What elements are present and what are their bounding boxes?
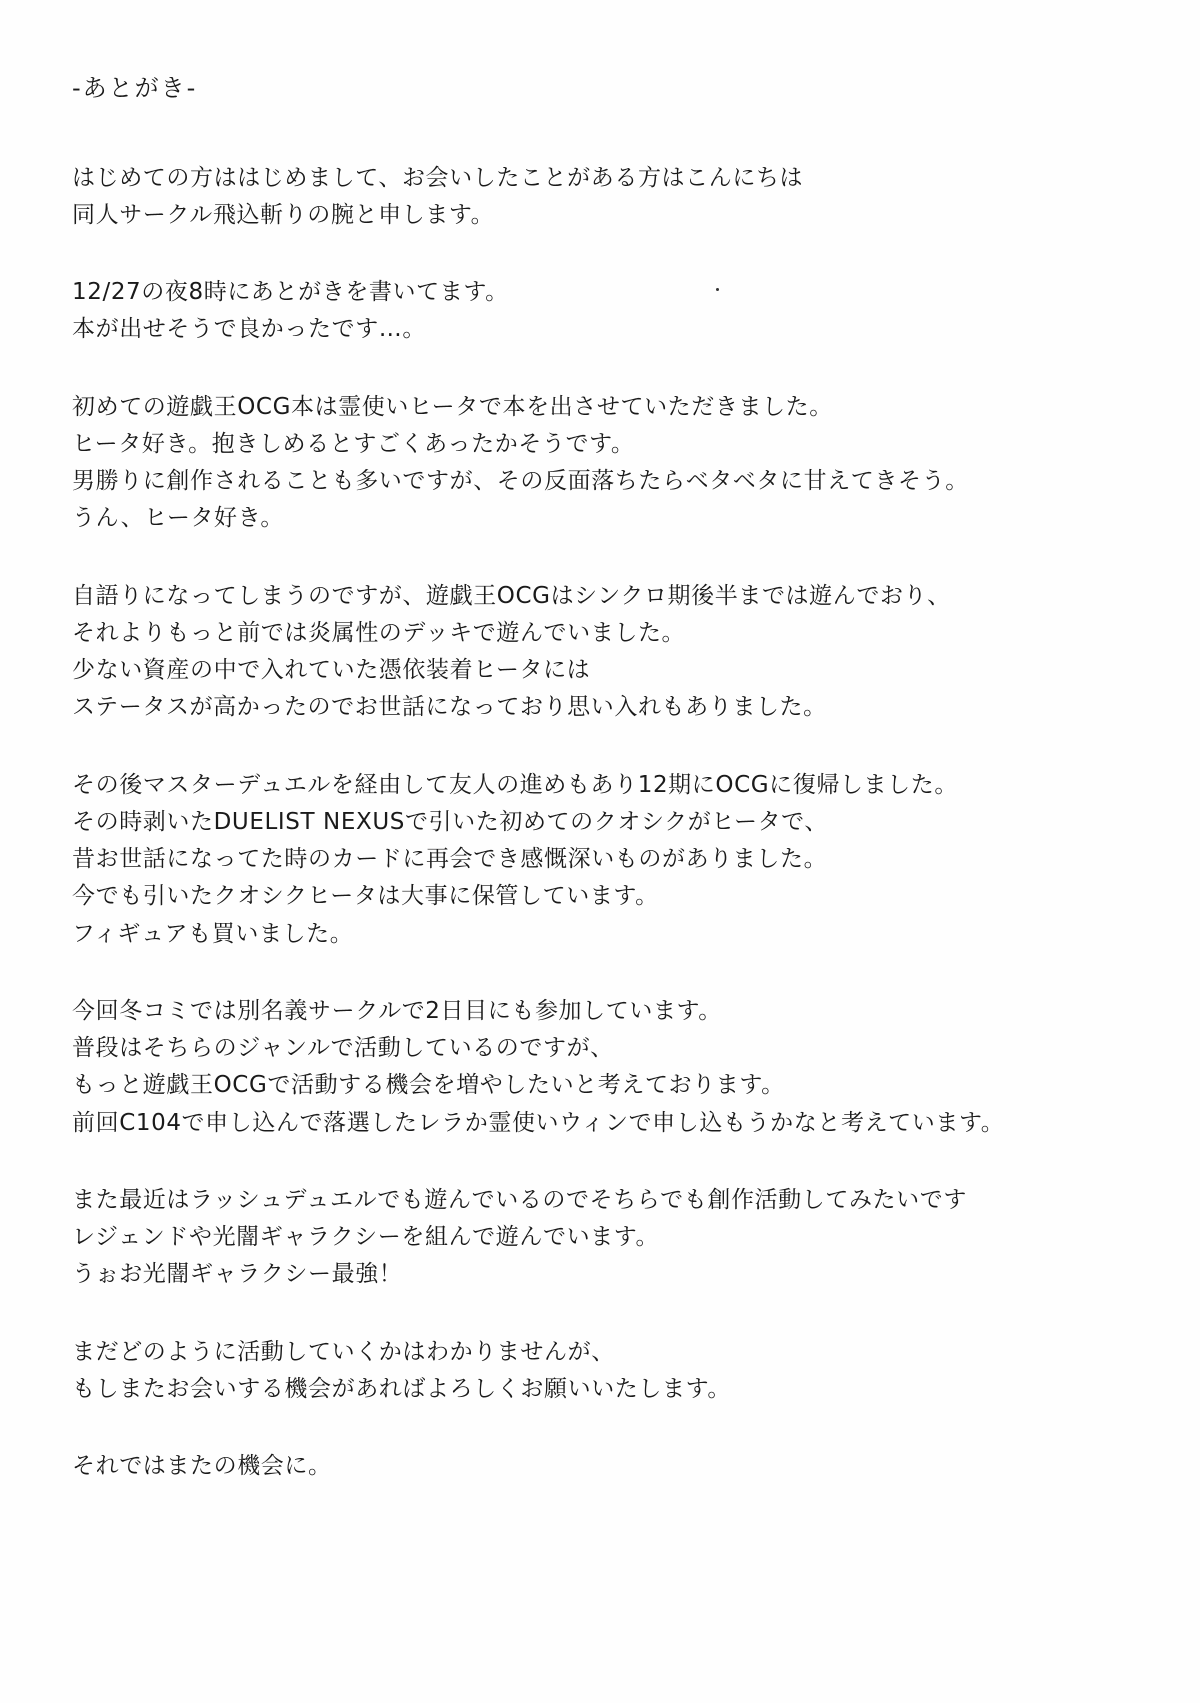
text-line: もしまたお会いする機会があればよろしくお願いいたします。 [72,1375,731,1402]
paragraph-3 [72,389,1092,538]
text-line: それではまたの機会に。 [72,1453,332,1480]
text-line: 前回C104で申し込んで落選したレラか霊使いウィンで申し込もうかなと考えています。 [72,1109,1005,1136]
paragraph-4 [72,578,1092,727]
text-line: ステータスが高かったのでお世話になっており思い入れもありました。 [72,694,827,721]
text-line: ヒータ好き。抱きしめるとすごくあったかそうです。 [72,430,635,457]
text-line: まだどのように活動していくかはわかりませんが、 [72,1338,615,1365]
text-line: 少ない資産の中で入れていた憑依装着ヒータには [72,657,591,684]
text-line: 初めての遊戯王OCG本は霊使いヒータで本を出させていただきました。 [72,393,833,420]
paragraph-5 [72,767,1092,953]
text-line: それよりもっと前では炎属性のデッキで遊んでいました。 [72,619,686,646]
text-line: その時剥いたDUELIST NEXUSで引いた初めてのクオシクがヒータで、 [72,808,828,835]
paragraph-6 [72,993,1092,1142]
text-line: レジェンドや光闇ギャラクシーを組んで遊んでいます。 [72,1224,660,1251]
text-line: 自語りになってしまうのですが、遊戯王OCGはシンクロ期後半までは遊んでおり、 [72,582,951,609]
text-line: 今でも引いたクオシクヒータは大事に保管しています。 [72,883,659,910]
paragraph-2 [72,274,1092,349]
text-line: 本が出せそうで良かったです…。 [72,316,426,343]
paragraph-8 [72,1334,1092,1409]
text-line: はじめての方ははじめまして、お会いしたことがある方はこんにちは [72,164,804,191]
text-line: 同人サークル飛込斬りの腕と申します。 [72,201,495,228]
afterword-body [72,72,1092,1485]
page-title: -あとがき- [72,74,198,102]
paragraph-7 [72,1182,1092,1294]
text-line: もっと遊戯王OCGで活動する機会を増やしたいと考えております。 [72,1072,785,1099]
paragraph-1 [72,160,1092,235]
text-line: 昔お世話になってた時のカードに再会でき感慨深いものがありました。 [72,846,828,873]
text-line: 12/27の夜8時にあとがきを書いてます。 [72,279,509,306]
text-line: 普段はそちらのジャンルで活動しているのですが、 [72,1035,614,1062]
text-line: その後マスターデュエルを経由して友人の進めもあり12期にOCGに復帰しました。 [72,771,958,798]
text-line: 男勝りに創作されることも多いですが、その反面落ちたらベタベタに甘えてきそう。 [72,468,969,495]
text-line: 今回冬コミでは別名義サークルで2日目にも参加しています。 [72,997,722,1024]
text-line: うぉお光闇ギャラクシー最強！ [72,1261,403,1288]
text-line: フィギュアも買いました。 [72,920,354,947]
paragraph-9 [72,1448,1092,1485]
text-line: また最近はラッシュデュエルでも遊んでいるのでそちらでも創作活動してみたいです [72,1186,967,1213]
text-line: うん、ヒータ好き。 [72,505,284,532]
